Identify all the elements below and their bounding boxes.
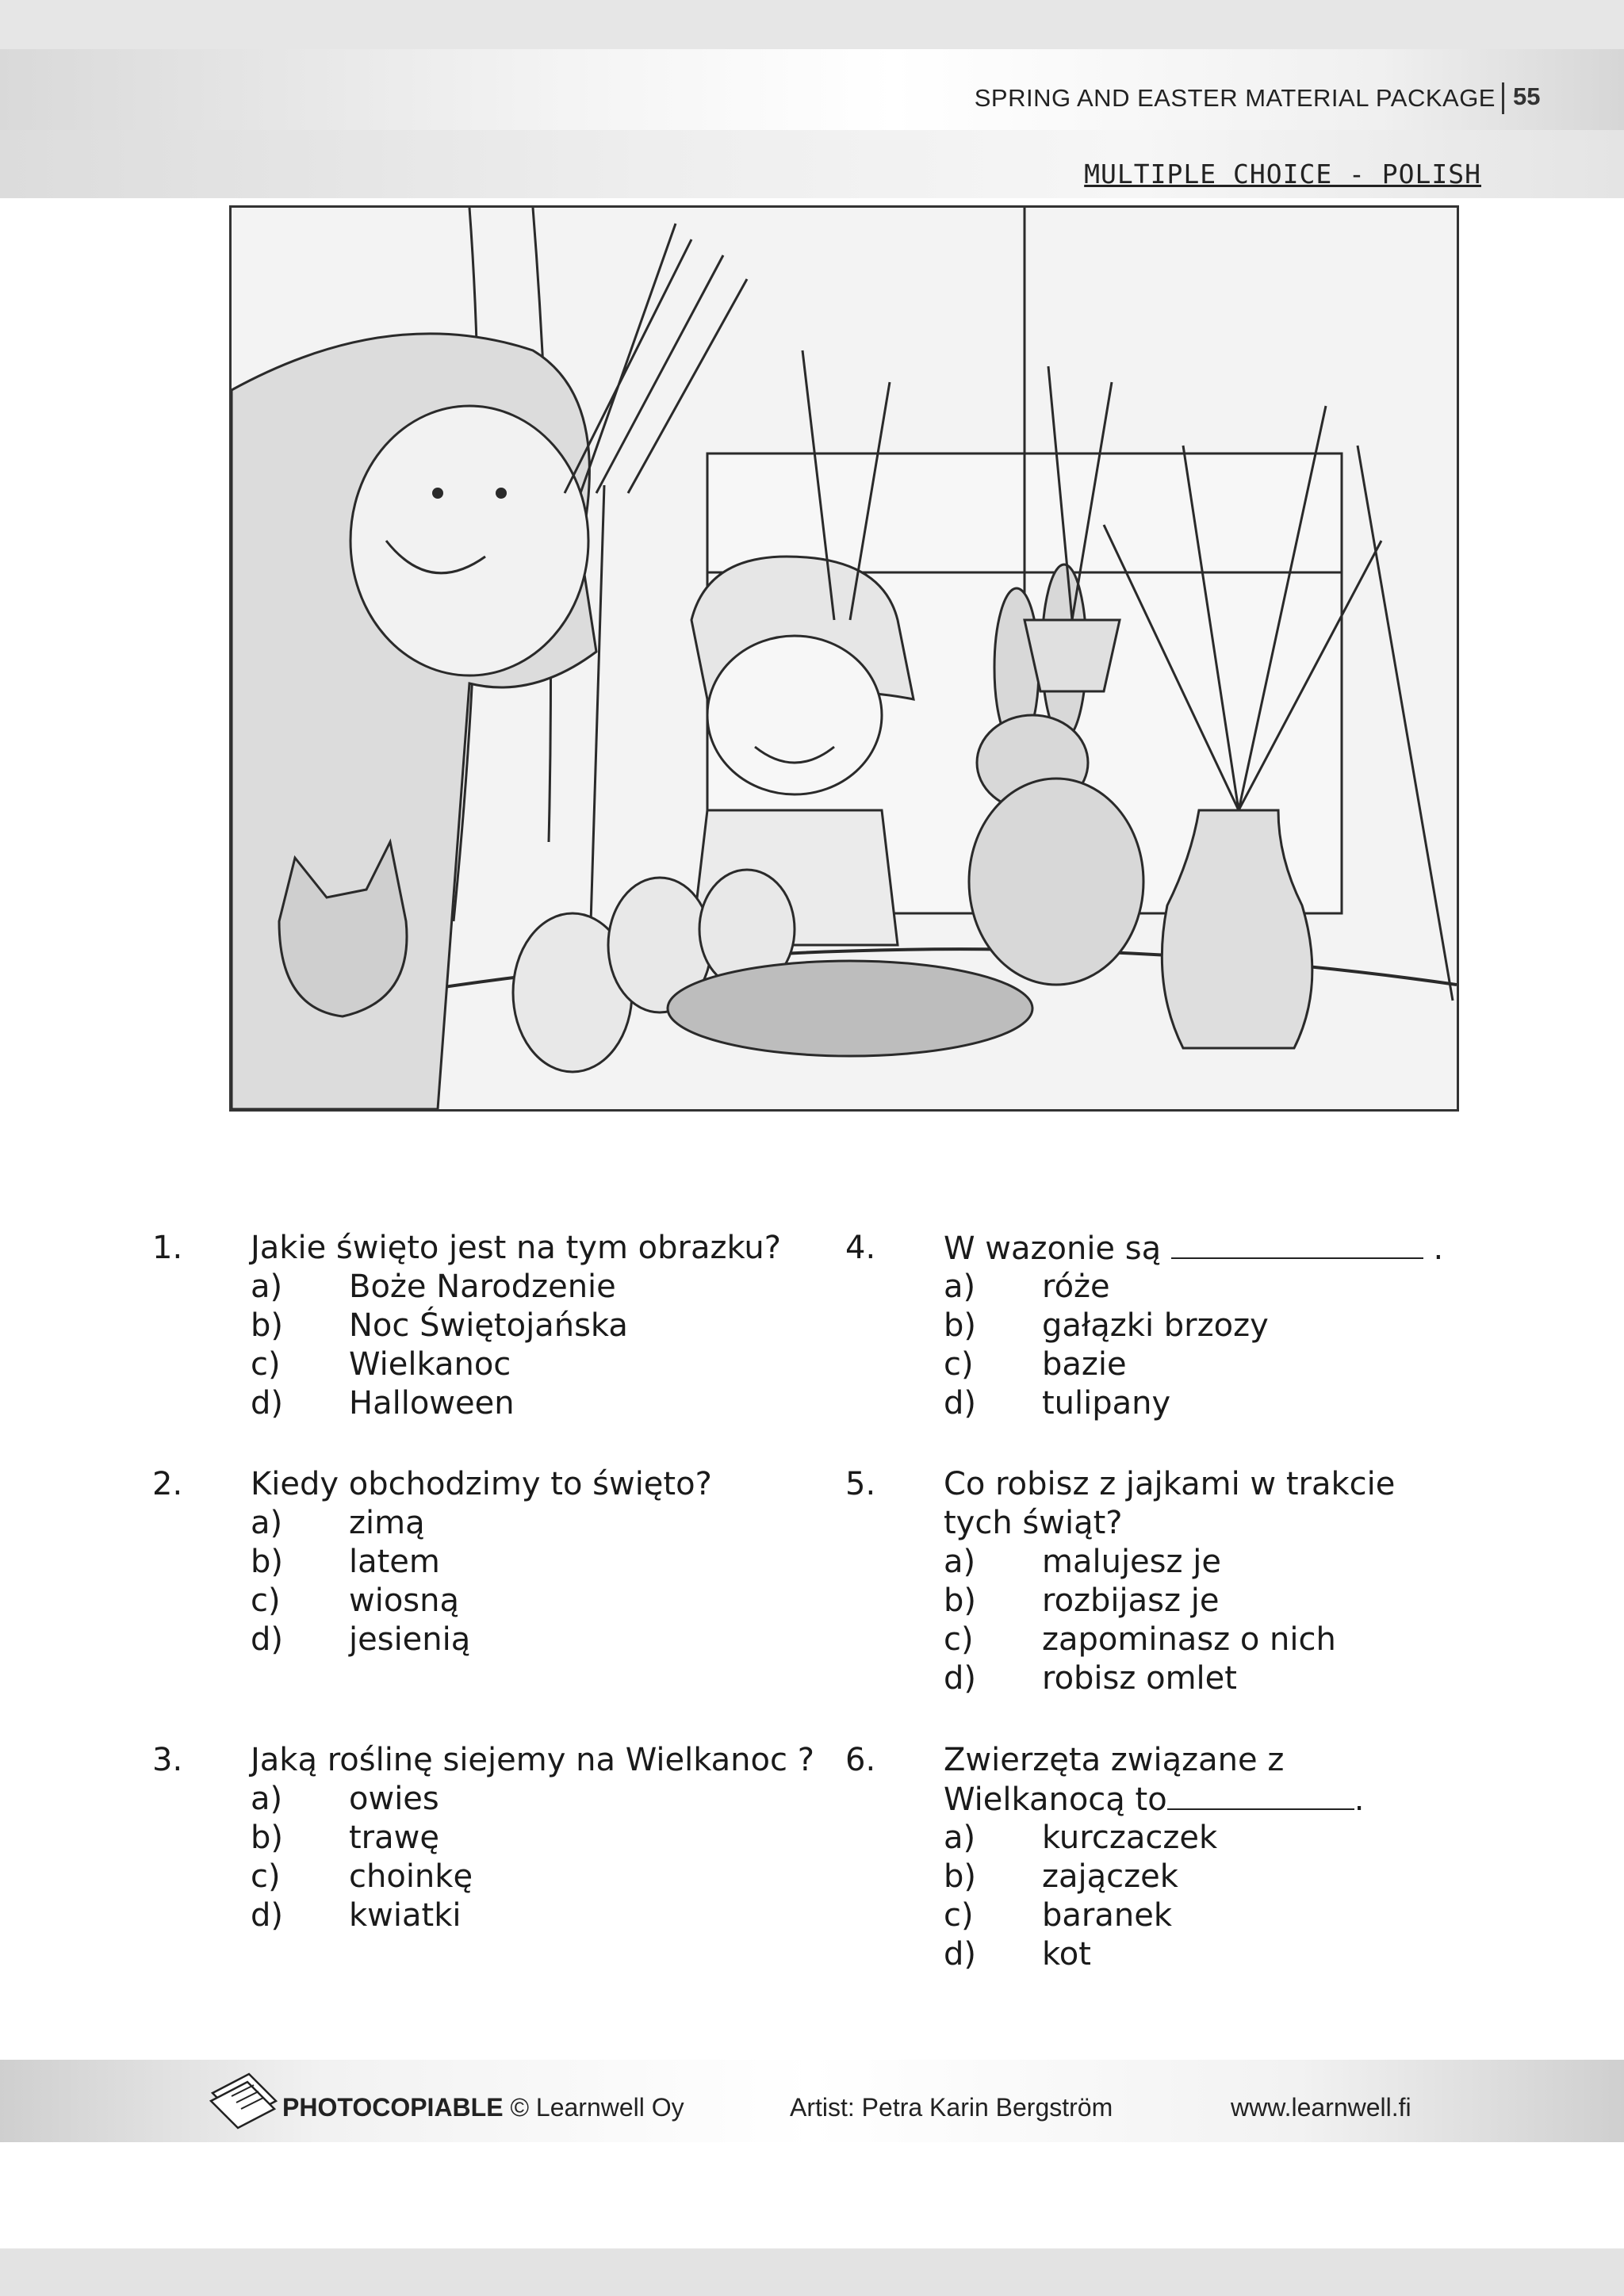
option-letter: a) xyxy=(944,1820,976,1856)
copyright-text: © Learnwell Oy xyxy=(510,2093,684,2122)
option-letter: c) xyxy=(251,1346,281,1383)
package-title: SPRING AND EASTER MATERIAL PACKAGE xyxy=(974,84,1496,112)
question-stem xyxy=(944,1229,1546,1269)
answer-blank[interactable] xyxy=(1171,1229,1423,1259)
option-text: kot xyxy=(1042,1936,1091,1973)
option-letter: b) xyxy=(251,1820,283,1856)
question-1 xyxy=(152,1229,850,1427)
option-letter: d) xyxy=(251,1385,283,1422)
option-text: trawę xyxy=(349,1820,439,1856)
option-letter: d) xyxy=(944,1660,976,1697)
photocopiable-notice xyxy=(282,2093,684,2122)
option-letter: c) xyxy=(251,1582,281,1619)
question-stem: Jakie święto jest na tym obrazku? xyxy=(251,1230,781,1266)
question-stem: Jaką roślinę siejemy na Wielkanoc ? xyxy=(251,1742,814,1778)
question-stem: Kiedy obchodzimy to święto? xyxy=(251,1466,712,1502)
option-text: kurczaczek xyxy=(1042,1820,1218,1856)
question-number: 1. xyxy=(152,1230,183,1266)
option-text: Noc Świętojańska xyxy=(349,1307,628,1344)
grass-tray xyxy=(668,961,1032,1056)
website-link[interactable]: www.learnwell.fi xyxy=(1231,2093,1411,2122)
question-stem-end: . xyxy=(1354,1781,1365,1818)
question-2 xyxy=(152,1465,850,1663)
option-letter: d) xyxy=(251,1897,283,1934)
option-letter: d) xyxy=(944,1385,976,1422)
option-text: gałązki brzozy xyxy=(1042,1307,1269,1344)
easter-illustration xyxy=(229,205,1459,1112)
question-number: 4. xyxy=(845,1230,876,1266)
question-number: 5. xyxy=(845,1466,876,1502)
option-text: malujesz je xyxy=(1042,1544,1221,1580)
question-number: 3. xyxy=(152,1742,183,1778)
top-band xyxy=(0,0,1624,49)
question-stem-text: Wielkanocą to xyxy=(944,1781,1167,1818)
option-letter: b) xyxy=(251,1544,283,1580)
option-letter: a) xyxy=(251,1269,283,1305)
option-text: owies xyxy=(349,1781,439,1817)
question-stem-text: W wazonie są xyxy=(944,1230,1162,1267)
question-number: 6. xyxy=(845,1742,876,1778)
question-stem-line-2 xyxy=(944,1780,1546,1820)
question-stem-end: . xyxy=(1433,1230,1444,1267)
answer-blank[interactable] xyxy=(1167,1780,1354,1810)
option-text: Boże Narodzenie xyxy=(349,1269,616,1305)
photocopy-paper-icon xyxy=(208,2069,279,2136)
question-3 xyxy=(152,1741,850,1939)
option-letter: b) xyxy=(251,1307,283,1344)
option-text: latem xyxy=(349,1544,440,1580)
option-text: kwiatki xyxy=(349,1897,462,1934)
question-6 xyxy=(845,1741,1543,1979)
option-letter: d) xyxy=(944,1936,976,1973)
easter-scene-drawing xyxy=(232,208,1457,1109)
artist-credit: Artist: Petra Karin Bergström xyxy=(790,2093,1113,2122)
option-text: Wielkanoc xyxy=(349,1346,511,1383)
question-number: 2. xyxy=(152,1466,183,1502)
question-stem-line-1: Co robisz z jajkami w trakcie xyxy=(944,1466,1396,1502)
option-text: jesienią xyxy=(349,1621,471,1658)
option-letter: b) xyxy=(944,1307,976,1344)
option-text: wiosną xyxy=(349,1582,460,1619)
worksheet-subtitle: MULTIPLE CHOICE - POLISH xyxy=(1084,159,1481,189)
question-stem-line-2: tych świąt? xyxy=(944,1505,1123,1541)
option-letter: a) xyxy=(251,1505,283,1541)
option-letter: d) xyxy=(251,1621,283,1658)
question-stem-line-1: Zwierzęta związane z xyxy=(944,1742,1285,1778)
option-text: bazie xyxy=(1042,1346,1127,1383)
option-letter: c) xyxy=(944,1346,974,1383)
question-4 xyxy=(845,1229,1543,1427)
option-text: zajączek xyxy=(1042,1858,1178,1895)
page-number: 55 xyxy=(1513,82,1541,110)
option-text: zapominasz o nich xyxy=(1042,1621,1336,1658)
option-text: zimą xyxy=(349,1505,425,1541)
option-letter: b) xyxy=(944,1858,976,1895)
photocopiable-label: PHOTOCOPIABLE xyxy=(282,2093,504,2122)
question-5 xyxy=(845,1465,1543,1703)
option-letter: c) xyxy=(944,1897,974,1934)
option-letter: a) xyxy=(944,1544,976,1580)
option-text: Halloween xyxy=(349,1385,515,1422)
option-text: baranek xyxy=(1042,1897,1172,1934)
header-separator xyxy=(1502,82,1504,114)
option-text: róże xyxy=(1042,1269,1110,1305)
option-text: rozbijasz je xyxy=(1042,1582,1220,1619)
bottom-band xyxy=(0,2248,1624,2296)
option-letter: a) xyxy=(944,1269,976,1305)
option-text: choinkę xyxy=(349,1858,473,1895)
option-text: robisz omlet xyxy=(1042,1660,1237,1697)
option-letter: b) xyxy=(944,1582,976,1619)
option-letter: a) xyxy=(251,1781,283,1817)
option-text: tulipany xyxy=(1042,1385,1171,1422)
option-letter: c) xyxy=(251,1858,281,1895)
option-letter: c) xyxy=(944,1621,974,1658)
